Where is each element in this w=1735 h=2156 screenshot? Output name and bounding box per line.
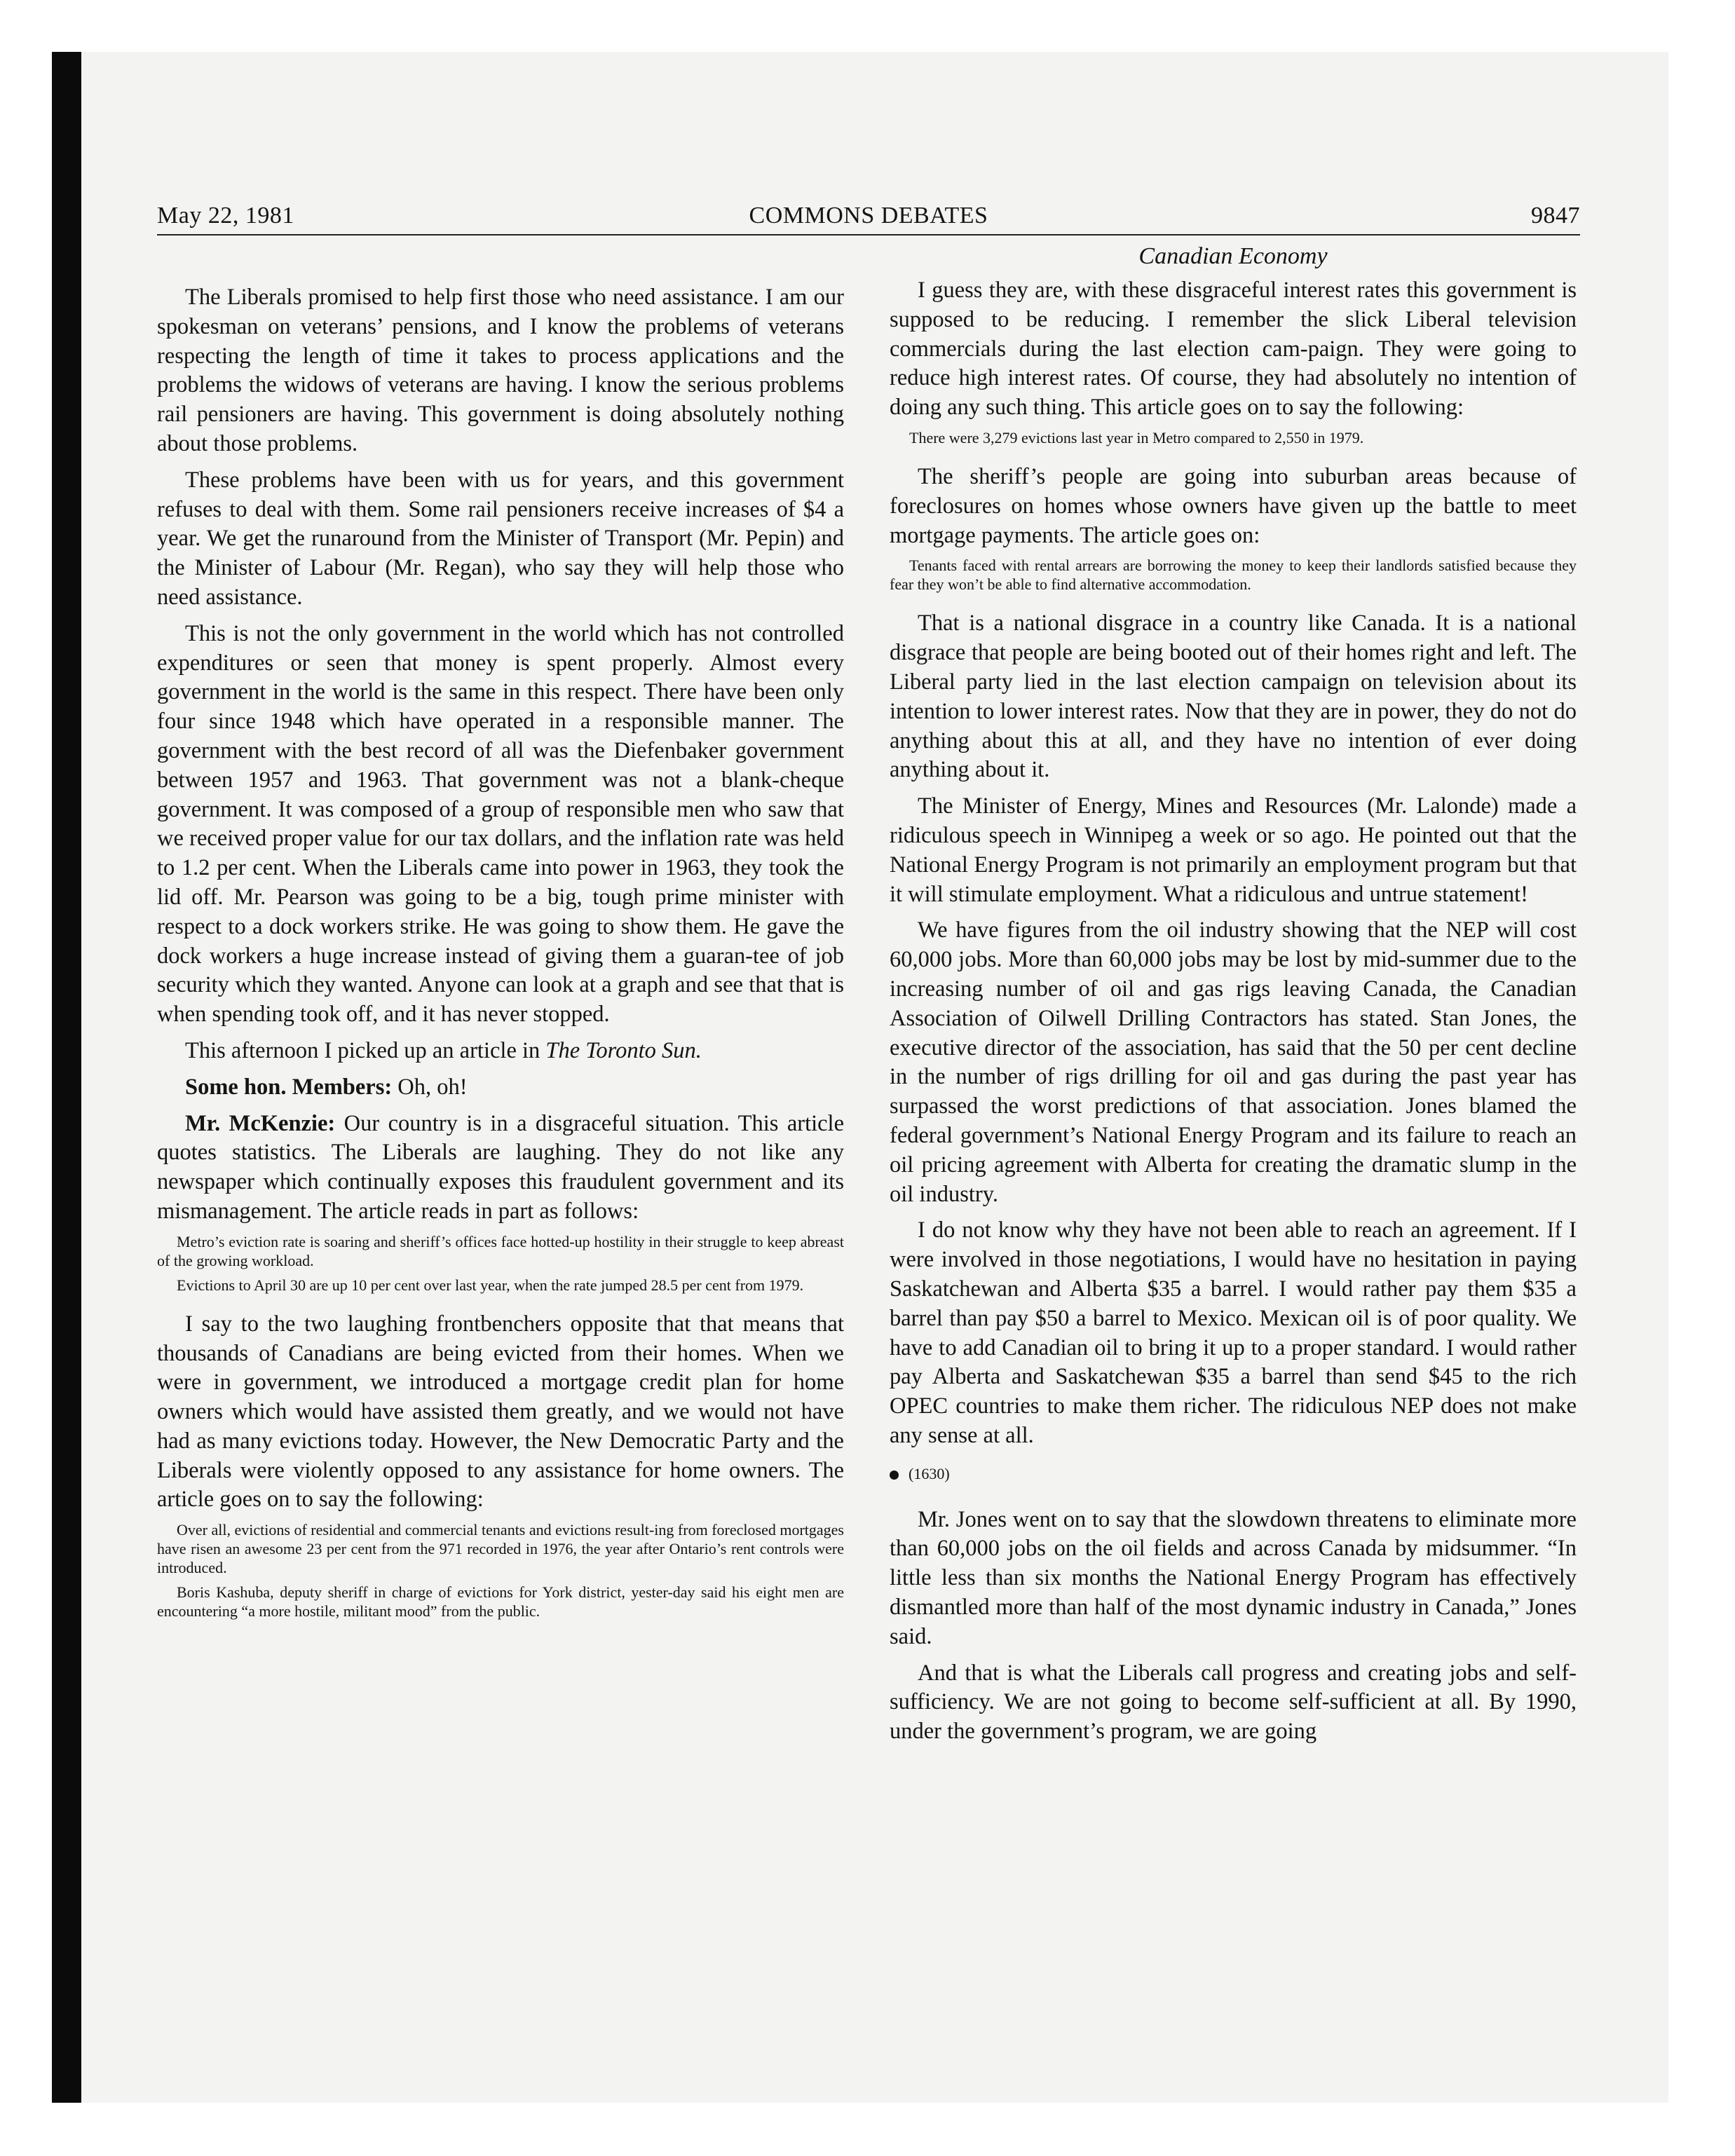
paragraph: We have figures from the oil industry showing that the NEP will cost 60,000 jobs. More than 60,000 jobs may be lost by mid-summer due to the increasing number of oil and gas rigs leaving Canada, the Canadian Association of Oilwell Drilling Contractors has stated. Stan Jones, the executive director of the association, has said that the 50 per cent decline in the number of rigs drilling for oil and gas during the past year has surpassed the worst predictions of that association. Jones blamed the federal government’s National Energy Program and its failure to reach an oil pricing agreement with Alberta for creating the dramatic slump in the oil industry. xyxy=(890,917,1577,1207)
paragraph: The sheriff’s people are going into suburban areas because of foreclosures on homes whose owners have given up the battle to meet mortgage payments. The article goes on: xyxy=(890,463,1577,548)
quotation-block xyxy=(157,1232,844,1295)
right-column xyxy=(890,240,1577,1747)
bullet-icon xyxy=(890,1471,899,1480)
quotation: There were 3,279 evictions last year in Metro compared to 2,550 in 1979. xyxy=(909,428,1364,446)
paragraph: Mr. Jones went on to say that the slowdown threatens to eliminate more than 60,000 jobs on the oil fields and across Canada by midsummer. “In little less than six months the National Energy Program has effectively dismantled more than half of the most dynamic industry in Canada,” Jones said. xyxy=(890,1506,1577,1649)
quotation-block xyxy=(890,556,1577,594)
header-rule xyxy=(157,234,1580,236)
paragraph-text: This afternoon I picked up an article in xyxy=(185,1037,546,1063)
quotation: Boris Kashuba, deputy sheriff in charge of evictions for York district, yester-day said his eight men are encountering “a more hostile, militant mood” from the public. xyxy=(157,1583,844,1621)
header-publication: COMMONS DEBATES xyxy=(749,203,988,228)
left-column xyxy=(157,283,844,1636)
header-date: May 22, 1981 xyxy=(157,203,294,228)
paragraph: These problems have been with us for years, and this government refuses to deal with them. Some rail pensioners receive increases of $4 a year. We get the runaround from the Minister of Transport (Mr. Pepin) and the Minister of Labour (Mr. Regan), who say they will help those who need assistance. xyxy=(157,467,844,610)
quotation: Metro’s eviction rate is soaring and sheriff’s offices face hotted-up hostility in their struggle to keep abreast of the growing workload. xyxy=(157,1232,844,1269)
quotation: Over all, evictions of residential and commercial tenants and evictions result-ing from foreclosed mortgages have risen an awesome 23 per cent from the 971 recorded in 1976, the year after Ontario’s rent controls were introduced. xyxy=(157,1521,844,1577)
speech-text: Oh, oh! xyxy=(392,1074,468,1100)
page-header xyxy=(157,200,1580,231)
quotation: Evictions to April 30 are up 10 per cent over last year, when the rate jumped 28.5 per cent from 1979. xyxy=(177,1276,804,1294)
time-marker-text: (1630) xyxy=(909,1464,950,1482)
document-page xyxy=(157,200,1580,1964)
quotation-block xyxy=(890,428,1577,447)
speaker-paragraph xyxy=(157,1073,844,1103)
quotation-block xyxy=(157,1520,844,1621)
speaker-paragraph xyxy=(157,1110,844,1227)
speaker-name: Mr. McKenzie: xyxy=(185,1110,336,1136)
paragraph: I say to the two laughing frontbenchers opposite that that means that thousands of Canadians are being evicted from their homes. When we were in government, we introduced a mortgage credit plan for home owners which would have assisted them greatly, and we would not have had as many evictions today. However, the New Democratic Party and the Liberals were violently opposed to any assistance for home owners. The article goes on to say the following: xyxy=(157,1311,844,1513)
paragraph xyxy=(157,1037,844,1066)
scan-binding-edge xyxy=(52,52,81,2103)
speech-text: Our country is in a disgraceful situation. This article quotes statistics. The Liberals are laughing. They do not like any newspaper which continually exposes this fraudulent government and its mismanagement. The article reads in part as follows: xyxy=(157,1110,845,1224)
quotation: Tenants faced with rental arrears are borrowing the money to keep their landlords satisfied because they fear they won’t be able to find alternative accommodation. xyxy=(890,557,1577,594)
newspaper-title: The Toronto Sun. xyxy=(545,1037,702,1063)
paragraph: I do not know why they have not been able to reach an agreement. If I were involved in those negotiations, I would have no hesitation in paying Saskatchewan and Alberta $35 a barrel. I would rather pay them $35 a barrel than pay $50 a barrel to Mexico. Mexican oil is of poor quality. We have to add Canadian oil to bring it up to a proper standard. I would rather pay Alberta and Saskatchewan $35 a barrel than send $45 to the rich OPEC countries to make them richer. The ridiculous NEP does not make any sense at all. xyxy=(890,1217,1577,1448)
paragraph: I guess they are, with these disgraceful interest rates this government is supposed to be reducing. I remember the slick Liberal television commercials during the last election cam-paign. They were going to reduce high interest rates. Of course, they had absolutely no intention of doing any such thing. This article goes on to say the following: xyxy=(890,278,1577,421)
time-marker xyxy=(890,1464,1577,1485)
header-page-number: 9847 xyxy=(1531,203,1580,228)
paragraph: This is not the only government in the world which has not controlled expenditures or seen that money is spent properly. Almost every government in the world is the same in this respect. There have been only four since 1948 which have operated in a responsible manner. The government with the best record of all was the Diefenbaker government between 1957 and 1963. That government was not a blank-cheque government. It was composed of a group of responsible men who saw that we received proper value for our tax dollars, and the inflation rate was held to 1.2 per cent. When the Liberals came into power in 1963, they took the lid off. Mr. Pearson was going to be a big, tough prime minister with respect to a dock workers strike. He was going to show them. He gave the dock workers a huge increase instead of giving them a guaran-tee of job security which they wanted. Anyone can look at a graph and see that that is when spending took off, and it has never stopped. xyxy=(157,620,844,1028)
paragraph: That is a national disgrace in a country like Canada. It is a national disgrace that people are being booted out of their homes right and left. The Liberal party lied in the last election campaign on television about its intention to lower interest rates. Now that they are in power, they do not do anything about this at all, and they have no intention of ever doing anything about it. xyxy=(890,610,1577,783)
text-columns xyxy=(157,240,1580,1964)
speaker-name: Some hon. Members: xyxy=(185,1074,393,1100)
paragraph: And that is what the Liberals call progress and creating jobs and self-sufficiency. We are not going to become self-sufficient at all. By 1990, under the government’s program, we are going xyxy=(890,1660,1577,1745)
section-title: Canadian Economy xyxy=(1138,243,1328,269)
paragraph: The Minister of Energy, Mines and Resources (Mr. Lalonde) made a ridiculous speech in Winnipeg a week or so ago. He pointed out that the National Energy Program is not primarily an employment program but that it will stimulate employment. What a ridiculous and untrue statement! xyxy=(890,793,1577,907)
paragraph: The Liberals promised to help first those who need assistance. I am our spokesman on veterans’ pensions, and I know the problems of veterans respecting the length of time it takes to process applications and the problems the widows of veterans are having. I know the serious problems rail pensioners are having. This government is doing absolutely nothing about those problems. xyxy=(157,285,844,456)
